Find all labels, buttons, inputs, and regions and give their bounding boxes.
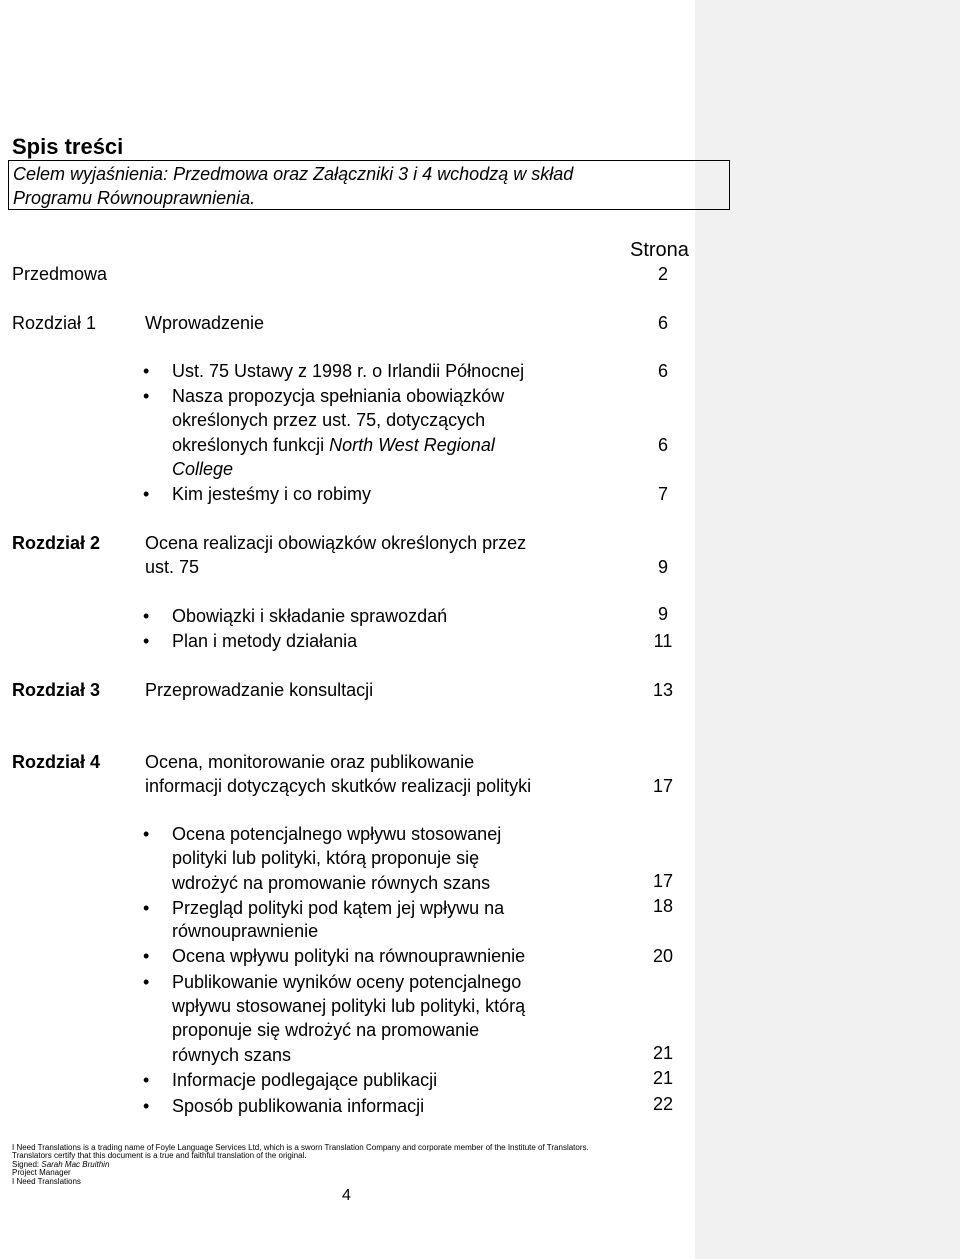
chapter-1-item-3-page: 7 — [657, 484, 668, 504]
bullet-icon: • — [143, 484, 150, 504]
clarification-line-2: Programu Równouprawnienia. — [13, 188, 256, 208]
footer-line-1: I Need Translations is a trading name of Foyle Language Services Ltd, which is a sworn Translation Company and corporate member of the Institute of Translators. — [12, 1143, 589, 1152]
chapter-1-item-2-line-3[interactable] — [172, 435, 495, 456]
college-name: North West Regional — [329, 435, 495, 455]
chapter-4-item-2-page: 18 — [652, 896, 674, 916]
chapter-4-label[interactable]: Rozdział 4 — [12, 752, 101, 772]
chapter-4-item-6-page: 22 — [652, 1094, 674, 1114]
clarification-line-1: Celem wyjaśnienia: Przedmowa oraz Załączniki 3 i 4 wchodzą w skład — [13, 164, 574, 184]
signed-label: Signed: — [12, 1160, 42, 1169]
chapter-2-page: 9 — [657, 557, 668, 577]
chapter-4-item-1-line-3[interactable]: wdrożyć na promowanie równych szans — [172, 873, 491, 893]
chapter-1-item-2-line-2[interactable]: określonych przez ust. 75, dotyczących — [172, 410, 486, 430]
footer-line-5: I Need Translations — [12, 1177, 81, 1186]
chapter-4-item-1-page: 17 — [652, 871, 674, 891]
chapter-2-item-1[interactable]: Obowiązki i składanie sprawozdań — [172, 606, 448, 626]
chapter-1-item-3[interactable]: Kim jesteśmy i co robimy — [172, 484, 372, 504]
chapter-3-title[interactable]: Przeprowadzanie konsultacji — [145, 680, 374, 700]
bullet-icon: • — [143, 361, 150, 381]
signer-name: Sarah Mac Bruithin — [41, 1160, 110, 1169]
bullet-icon: • — [143, 824, 150, 844]
bullet-icon: • — [143, 631, 150, 651]
page-title: Spis treści — [12, 134, 124, 159]
chapter-1-label[interactable]: Rozdział 1 — [12, 313, 97, 333]
bullet-icon: • — [143, 606, 150, 626]
chapter-1-item-2-line-4[interactable]: College — [172, 459, 234, 479]
comment-margin — [695, 0, 960, 1259]
chapter-4-title-line-1[interactable]: Ocena, monitorowanie oraz publikowanie — [145, 752, 475, 772]
chapter-1-page: 6 — [657, 313, 668, 333]
bullet-icon: • — [143, 1096, 150, 1116]
chapter-4-item-4-line-2[interactable]: wpływu stosowanej polityki lub polityki, którą — [172, 996, 526, 1016]
page-column-header: Strona — [630, 239, 689, 261]
chapter-4-item-6[interactable]: Sposób publikowania informacji — [172, 1096, 425, 1116]
chapter-2-title-line-1[interactable]: Ocena realizacji obowiązków określonych przez — [145, 533, 527, 553]
chapter-4-item-3-page: 20 — [652, 946, 674, 966]
chapter-4-item-1-line-2[interactable]: polityki lub polityki, którą proponuje się — [172, 848, 480, 868]
chapter-1-item-1[interactable]: Ust. 75 Ustawy z 1998 r. o Irlandii Północnej — [172, 361, 525, 381]
footer-line-2: Translators certify that this document is a true and faithful translation of the original. — [12, 1151, 307, 1160]
chapter-4-item-2-line-1[interactable]: Przegląd polityki pod kątem jej wpływu na — [172, 898, 505, 918]
toc-przedmowa-page: 2 — [657, 264, 668, 284]
clarification-box — [8, 160, 730, 210]
chapter-4-item-4-line-3[interactable]: proponuje się wdrożyć na promowanie — [172, 1020, 480, 1040]
chapter-4-item-4-line-1[interactable]: Publikowanie wyników oceny potencjalnego — [172, 972, 522, 992]
chapter-2-item-2-page: 11 — [653, 631, 673, 651]
chapter-4-item-5[interactable]: Informacje podlegające publikacji — [172, 1070, 438, 1090]
chapter-4-item-3[interactable]: Ocena wpływu polityki na równouprawnienie — [172, 946, 526, 966]
chapter-3-page: 13 — [652, 680, 674, 700]
chapter-2-label[interactable]: Rozdział 2 — [12, 533, 101, 553]
chapter-4-item-2-line-2[interactable]: równouprawnienie — [172, 921, 319, 941]
bullet-icon: • — [143, 946, 150, 966]
item-text: określonych funkcji — [172, 435, 330, 455]
chapter-2-item-1-page: 9 — [657, 604, 668, 624]
chapter-4-item-4-line-4[interactable]: równych szans — [172, 1045, 292, 1065]
footer-line-4: Project Manager — [12, 1168, 71, 1177]
bullet-icon: • — [143, 972, 150, 992]
chapter-4-item-5-page: 21 — [652, 1068, 674, 1088]
chapter-1-item-1-page: 6 — [657, 361, 668, 381]
chapter-4-item-1-line-1[interactable]: Ocena potencjalnego wpływu stosowanej — [172, 824, 502, 844]
bullet-icon: • — [143, 1070, 150, 1090]
chapter-4-title-line-2[interactable]: informacji dotyczących skutków realizacji polityki — [145, 776, 532, 796]
chapter-4-item-4-page: 21 — [652, 1043, 674, 1063]
bullet-icon: • — [143, 386, 150, 406]
toc-przedmowa-label[interactable]: Przedmowa — [12, 264, 108, 284]
chapter-1-item-2-page: 6 — [657, 435, 668, 455]
chapter-2-title-line-2[interactable]: ust. 75 — [145, 557, 200, 577]
chapter-3-label[interactable]: Rozdział 3 — [12, 680, 101, 700]
page-number: 4 — [342, 1187, 351, 1204]
chapter-1-item-2-line-1[interactable]: Nasza propozycja spełniania obowiązków — [172, 386, 505, 406]
chapter-1-title[interactable]: Wprowadzenie — [145, 313, 265, 333]
chapter-4-page: 17 — [652, 776, 674, 796]
bullet-icon: • — [143, 898, 150, 918]
chapter-2-item-2[interactable]: Plan i metody działania — [172, 631, 358, 651]
